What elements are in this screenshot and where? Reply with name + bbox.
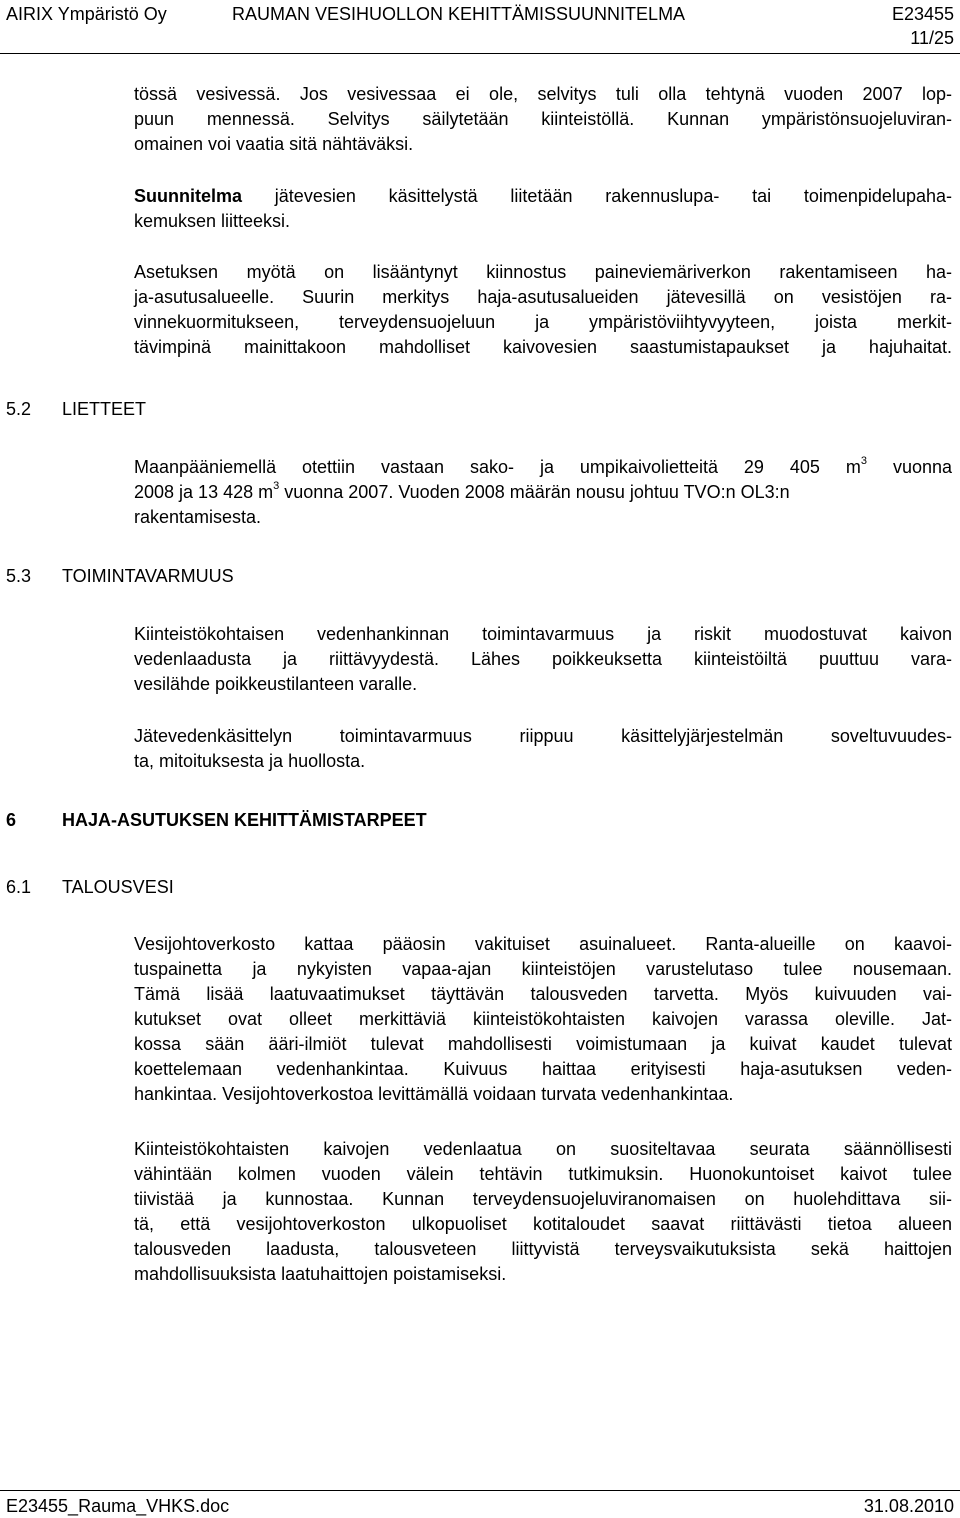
text-line: Tämä lisää laatuvaatimukset täyttävän talousveden tarvetta. Myös kuivuuden vai- [134,984,952,1004]
heading-title: LIETTEET [62,399,147,419]
text-line: mahdollisuuksista laatuhaittojen poistamiseksi. [134,1264,507,1284]
paragraph-water-supply-reliability [134,622,952,697]
text-line: ja-asutusalueelle. Suurin merkitys haja-asutusalueiden jätevesillä on vesistöjen ra- [134,287,952,307]
header-document-code: E23455 [891,4,954,24]
text-line: vedenlaadusta ja riittävyydestä. Lähes poikkeuksetta kiinteistöiltä puuttuu vara- [134,649,952,669]
text-fragment: vuonna 2007. Vuoden 2008 määrän nousu johtuu TVO:n OL3:n [279,482,790,502]
footer-filename: E23455_Rauma_VHKS.doc [6,1496,230,1516]
heading-number: 6.1 [6,877,32,897]
footer-date: 31.08.2010 [863,1496,954,1516]
text-line: tössä vesivessä. Jos vesivessaa ei ole, selvitys tuli olla tehtynä vuoden 2007 lop- [134,84,952,104]
text-line: ta, mitoituksesta ja huollosta. [134,751,366,771]
text-fragment: vuonna [867,457,952,477]
text-line: rakentamisesta. [134,507,262,527]
text-line: Vesijohtoverkosto kattaa pääosin vakituiset asuinalueet. Ranta-alueille on kaavoi- [134,934,952,954]
heading-title: HAJA-ASUTUKSEN KEHITTÄMISTARPEET [62,810,427,830]
heading-number: 5.3 [6,566,32,586]
paragraph-plan-attachment [134,184,952,234]
header-divider [0,53,960,54]
paragraph-vessel-survey [134,82,952,157]
page-footer [0,1490,960,1518]
text-fragment: jätevesien käsittelystä liitetään rakennuslupa- tai toimenpidelupaha- [242,186,952,206]
header-page-number: 11/25 [910,28,954,48]
paragraph-sludge-volumes [134,455,952,530]
heading-number: 6 [6,810,17,830]
text-line: kossa sään ääri-ilmiöt tulevat mahdollisesti voimistumaan ja kuivat kaudet tulevat [134,1034,952,1054]
text-line: Asetuksen myötä on lisääntynyt kiinnostus paineviemäriverkon rakentamiseen ha- [134,262,952,282]
text-line: tiivistää ja kunnostaa. Kunnan terveydensuojeluviranomaisen on huolehdittava sii- [134,1189,952,1209]
text-line: kemuksen liitteeksi. [134,211,291,231]
text-line: talousveden laadusta, talousveteen liittyvistä terveysvaikutuksista sekä haittojen [134,1239,952,1259]
text-line: koettelemaan vedenhankintaa. Kuivuus haittaa erityisesti haja-asutuksen veden- [134,1059,952,1079]
text-fragment: Maanpääniemellä otettiin vastaan sako- ja umpikaivolietteitä 29 405 m [134,457,861,477]
text-line [134,184,952,209]
bold-term: Suunnitelma [134,186,243,206]
text-fragment: 2008 ja 13 428 m [134,482,274,502]
text-line: tävimpinä mainittakoon mahdolliset kaivovesien saastumistapaukset ja hajuhaitat. [134,337,952,357]
paragraph-well-water-quality [134,1137,952,1287]
paragraph-wastewater-reliability [134,724,952,774]
text-line: hankintaa. Vesijohtoverkostoa levittämällä voidaan turvata vedenhankintaa. [134,1084,734,1104]
text-line: kutukset ovat olleet merkittäviä kiinteistökohtaisten kaivojen varassa oleville. Jat- [134,1009,952,1029]
heading-title: TOIMINTAVARMUUS [62,566,234,586]
paragraph-water-network [134,932,952,1107]
page-header [0,0,960,54]
footer-divider [0,1490,960,1491]
heading-5-3 [6,565,234,587]
text-line: vinnekuormitukseen, terveydensuojeluun ja ympäristöviihtyvyyteen, joista merkit- [134,312,952,332]
header-company: AIRIX Ympäristö Oy [6,4,167,24]
text-line: puun mennessä. Selvitys säilytetään kiinteistöllä. Kunnan ympäristönsuojeluviran- [134,109,952,129]
text-line: tuspainetta ja nykyisten vapaa-ajan kiinteistöjen varustelutaso tulee nousemaan. [134,959,952,979]
text-line: omainen voi vaatia sitä nähtäväksi. [134,134,414,154]
text-line: tä, että vesijohtoverkoston ulkopuoliset kotitaloudet saavat riittävästi tietoa alueen [134,1214,952,1234]
text-line [134,455,952,480]
superscript: 3 [860,455,867,467]
text-line: Jätevedenkäsittelyn toimintavarmuus riippuu käsittelyjärjestelmän soveltuvuudes- [134,726,952,746]
heading-5-2 [6,398,146,420]
text-line [134,480,952,505]
header-title: RAUMAN VESIHUOLLON KEHITTÄMISSUUNNITELMA [232,4,686,24]
heading-6 [6,809,427,831]
text-line: vähintään kolmen vuoden välein tehtävin tutkimuksin. Huonokuntoiset kaivot tulee [134,1164,952,1184]
text-line: Kiinteistökohtaisten kaivojen vedenlaatua on suositeltavaa seurata säännöllisesti [134,1139,952,1159]
superscript: 3 [273,480,280,492]
heading-number: 5.2 [6,399,32,419]
text-line: vesilähde poikkeustilanteen varalle. [134,674,418,694]
text-line: Kiinteistökohtaisen vedenhankinnan toimintavarmuus ja riskit muodostuvat kaivon [134,624,952,644]
paragraph-pressure-sewer [134,260,952,360]
heading-6-1 [6,876,174,898]
heading-title: TALOUSVESI [62,877,174,897]
